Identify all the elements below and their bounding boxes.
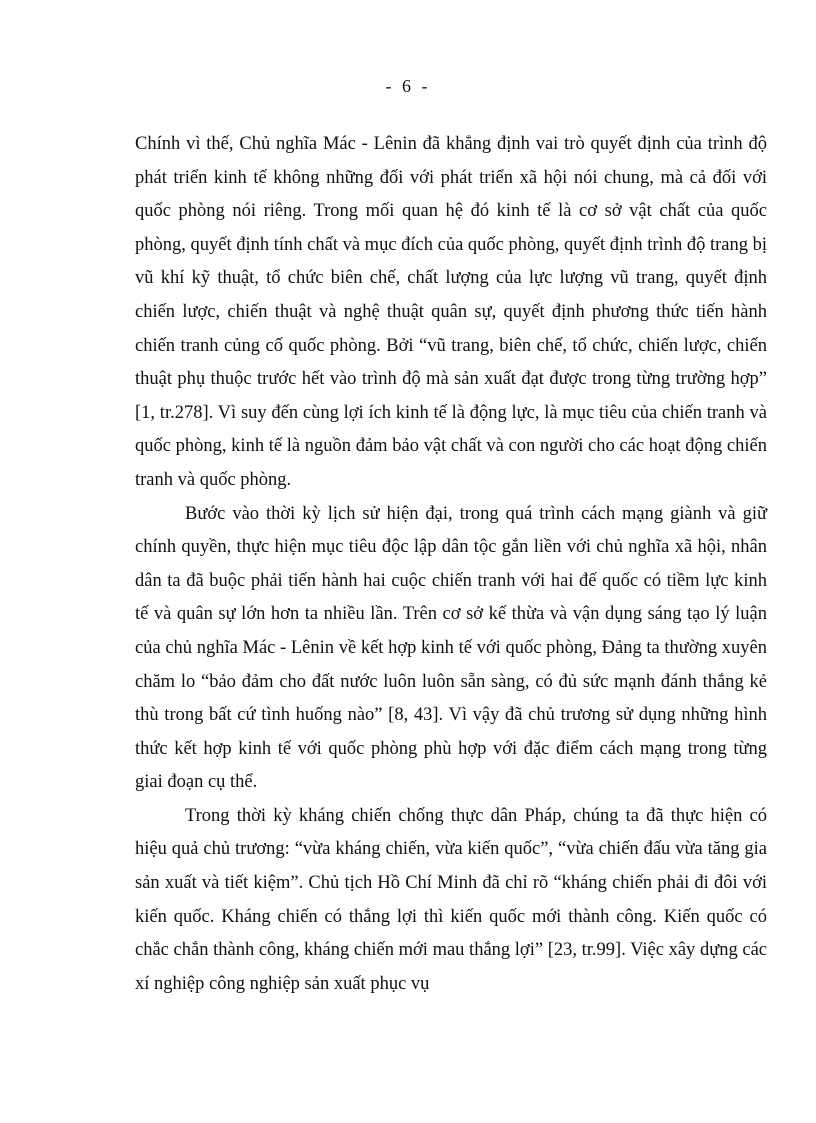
paragraph-3: Trong thời kỳ kháng chiến chống thực dân Pháp, chúng ta đã thực hiện có hiệu quả chủ trương: “vừa kháng chiến, vừa kiến quốc”, “vừa chiến đấu vừa tăng gia sản xuất và tiết kiệm”. Chủ tịch Hồ Chí Minh đã chỉ rõ “kháng chiến phải đi đôi với kiến quốc. Kháng chiến có thắng lợi thì kiến quốc mới thành công. Kiến quốc có chắc chắn thành công, kháng chiến mới mau thắng lợi” [23, tr.99]. Việc xây dựng các xí nghiệp công nghiệp sản xuất phục vụ [135, 805, 767, 994]
page-number: - 6 - [385, 76, 431, 96]
paragraph-2: Bước vào thời kỳ lịch sử hiện đại, trong quá trình cách mạng giành và giữ chính quyền, thực hiện mục tiêu độc lập dân tộc gắn liền với chủ nghĩa xã hội, nhân dân ta đã buộc phải tiến hành hai cuộc chiến tranh với hai đế quốc có tiềm lực kinh tế và quân sự lớn hơn ta nhiều lần. Trên cơ sở kế thừa và vận dụng sáng tạo lý luận của chủ nghĩa Mác - Lênin về kết hợp kinh tế với quốc phòng, Đảng ta thường xuyên chăm lo “bảo đảm cho đất nước luôn luôn sẵn sàng, có đủ sức mạnh đánh thắng kẻ thù trong bất cứ tình huống nào” [8, 43]. Vì vậy đã chủ trương sử dụng những hình thức kết hợp kinh tế với quốc phòng phù hợp với đặc điểm cách mạng trong từng giai đoạn cụ thể. [135, 503, 767, 793]
body-text [135, 128, 767, 1001]
paragraph-1: Chính vì thế, Chủ nghĩa Mác - Lênin đã khẳng định vai trò quyết định của trình độ phát triển kinh tế không những đối với phát triển xã hội nói chung, mà cả đối với quốc phòng nói riêng. Trong mối quan hệ đó kinh tế là cơ sở vật chất của quốc phòng, quyết định tính chất và mục đích của quốc phòng, quyết định trình độ trang bị vũ khí kỹ thuật, tổ chức biên chế, chất lượng của lực lượng vũ trang, quyết định chiến lược, chiến thuật và nghệ thuật quân sự, quyết định phương thức tiến hành chiến tranh củng cố quốc phòng. Bởi “vũ trang, biên chế, tổ chức, chiến lược, chiến thuật phụ thuộc trước hết vào trình độ mà sản xuất đạt được trong từng trường hợp” [1, tr.278]. Vì suy đến cùng lợi ích kinh tế là động lực, là mục tiêu của chiến tranh và quốc phòng, kinh tế là nguồn đảm bảo vật chất và con người cho các hoạt động chiến tranh và quốc phòng. [135, 134, 767, 490]
